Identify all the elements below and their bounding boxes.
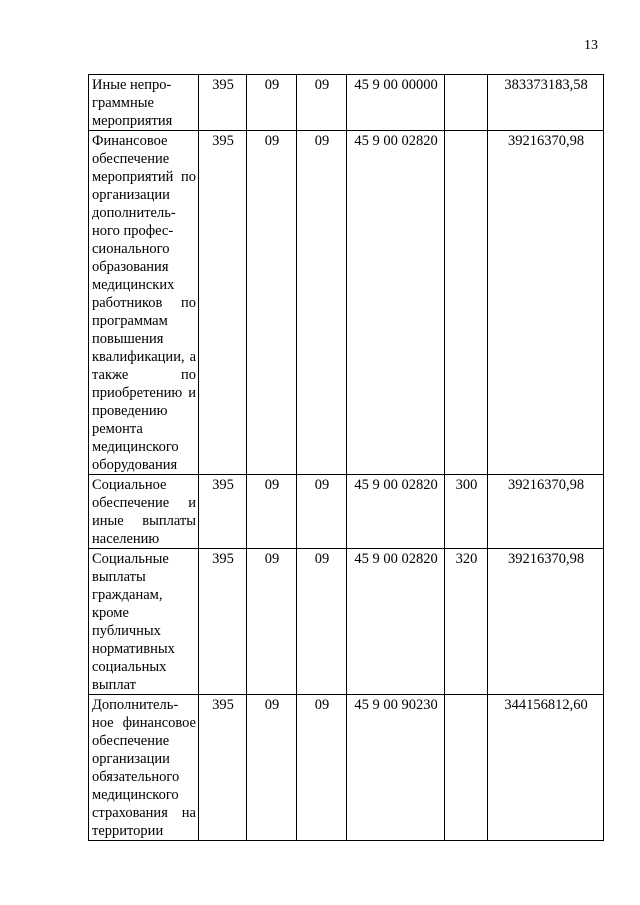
section-code-cell: 09 xyxy=(247,131,297,475)
section-code-cell: 09 xyxy=(247,475,297,549)
ministry-code-cell: 395 xyxy=(199,131,247,475)
target-article-cell: 45 9 00 02820 xyxy=(347,475,445,549)
ministry-code-cell: 395 xyxy=(199,695,247,841)
target-article-cell: 45 9 00 00000 xyxy=(347,75,445,131)
expense-type-cell xyxy=(445,131,488,475)
subsection-code-cell: 09 xyxy=(297,75,347,131)
table-row xyxy=(89,475,604,549)
table-row xyxy=(89,695,604,841)
target-article-cell: 45 9 00 02820 xyxy=(347,549,445,695)
section-code-cell: 09 xyxy=(247,549,297,695)
row-name-cell: Финансовое обеспечение мероприятий по организации дополнитель- ного профес- сионального образования медицинских работников по программам повышения квалификации, а также по приобретению и проведению ремонта медицинского оборудования xyxy=(89,131,199,475)
row-name-cell: Дополнитель- ное финансовое обеспечение организации обязательного медицинского страхования на территории xyxy=(89,695,199,841)
subsection-code-cell: 09 xyxy=(297,131,347,475)
row-name-cell: Социальные выплаты гражданам, кроме публичных нормативных социальных выплат xyxy=(89,549,199,695)
expense-type-cell: 320 xyxy=(445,549,488,695)
amount-cell: 383373183,58 xyxy=(488,75,604,131)
subsection-code-cell: 09 xyxy=(297,475,347,549)
section-code-cell: 09 xyxy=(247,695,297,841)
subsection-code-cell: 09 xyxy=(297,695,347,841)
ministry-code-cell: 395 xyxy=(199,75,247,131)
target-article-cell: 45 9 00 90230 xyxy=(347,695,445,841)
table-row xyxy=(89,131,604,475)
ministry-code-cell: 395 xyxy=(199,475,247,549)
table-row xyxy=(89,75,604,131)
amount-cell: 39216370,98 xyxy=(488,549,604,695)
expense-type-cell xyxy=(445,695,488,841)
target-article-cell: 45 9 00 02820 xyxy=(347,131,445,475)
amount-cell: 39216370,98 xyxy=(488,131,604,475)
amount-cell: 344156812,60 xyxy=(488,695,604,841)
budget-table xyxy=(88,74,604,841)
subsection-code-cell: 09 xyxy=(297,549,347,695)
table-row xyxy=(89,549,604,695)
row-name-cell: Социальное обеспечение и иные выплаты населению xyxy=(89,475,199,549)
expense-type-cell: 300 xyxy=(445,475,488,549)
ministry-code-cell: 395 xyxy=(199,549,247,695)
page-number: 13 xyxy=(584,38,598,53)
row-name-cell: Иные непро- граммные мероприятия xyxy=(89,75,199,131)
expense-type-cell xyxy=(445,75,488,131)
section-code-cell: 09 xyxy=(247,75,297,131)
amount-cell: 39216370,98 xyxy=(488,475,604,549)
